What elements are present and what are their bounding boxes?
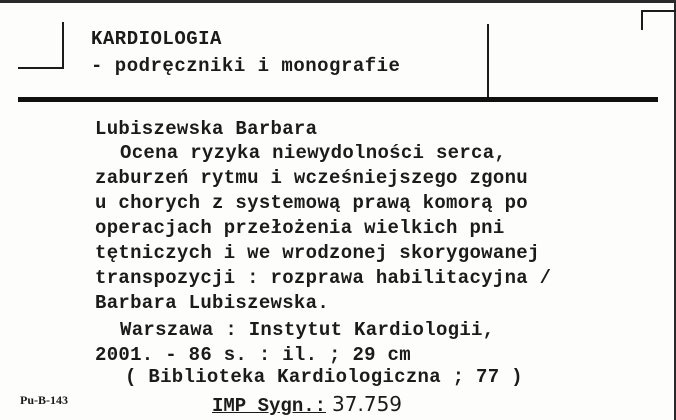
card-top-edge (0, 0, 676, 3)
corner-mark-horizontal (641, 10, 676, 12)
title-line: tętniczych i we wrodzonej skorygowanej (95, 242, 540, 264)
title-line: u chorych z systemową prawą komorą po (95, 192, 528, 214)
call-number-value: 37.759 (332, 392, 403, 416)
header-divider (487, 24, 489, 98)
title-line: zaburzeń rytmu i wcześniejszego zgonu (95, 167, 528, 189)
header-rule (18, 97, 658, 102)
call-number (212, 392, 402, 417)
location-code: Pu-B-143 (20, 393, 68, 407)
series-statement: ( Biblioteka Kardiologiczna ; 77 ) (125, 366, 523, 388)
title-line: transpozycji : rozprawa habilitacyjna / (95, 267, 552, 289)
title-line: operacjach przełożenia wielkich pni (95, 217, 505, 239)
author: Lubiszewska Barbara (95, 118, 318, 140)
subject-subheading: - podręczniki i monografie (91, 55, 401, 77)
header-bracket-vertical (62, 22, 64, 69)
header-bracket-horizontal (18, 67, 64, 69)
publication-info: Warszawa : Instytut Kardiologii, (120, 319, 495, 341)
call-number-label: IMP Sygn.: (212, 395, 327, 417)
subject-heading: KARDIOLOGIA (91, 28, 222, 50)
corner-mark-vertical (641, 10, 643, 30)
physical-description: 2001. - 86 s. : il. ; 29 cm (95, 344, 411, 366)
title-line: Ocena ryzyka niewydolności serca, (120, 142, 507, 164)
title-line: Barbara Lubiszewska. (95, 292, 330, 314)
